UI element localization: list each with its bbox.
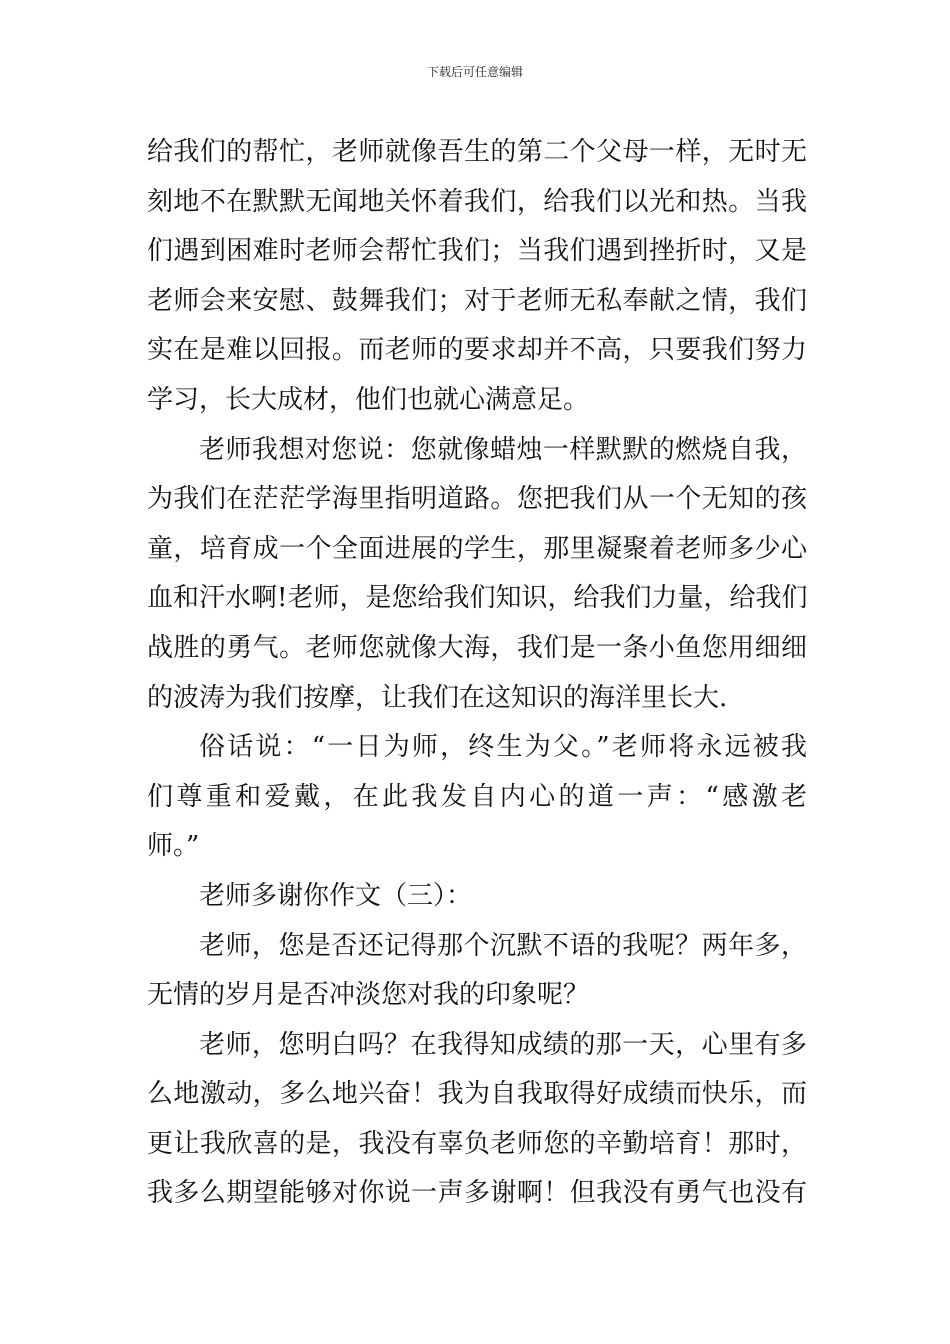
page-header: 下载后可任意编辑 [426, 65, 523, 79]
text-line: 血和汗水啊!老师，是您给我们知识，给我们力量，给我们 [147, 583, 808, 614]
text-line: 俗话说：“一日为师，终生为父。”老师将永远被我 [199, 732, 807, 763]
text-line: 老师，您明白吗？在我得知成绩的那一天，心里有多 [199, 1029, 807, 1060]
text-line: 们尊重和爱戴，在此我发自内心的道一声：“感激老 [147, 781, 807, 812]
text-line: 实在是难以回报。而老师的要求却并不高，只要我们努力 [147, 335, 807, 366]
text-line: 么地激动，多么地兴奋！我为自我取得好成绩而快乐，而 [147, 1079, 807, 1110]
text-line: 战胜的勇气。老师您就像大海，我们是一条小鱼您用细细 [147, 632, 807, 663]
text-line: 们遇到困难时老师会帮忙我们；当我们遇到挫折时，又是 [147, 236, 807, 267]
text-line: 为我们在茫茫学海里指明道路。您把我们从一个无知的孩 [147, 484, 807, 515]
heading-line: 老师多谢你作文（三）： [199, 880, 473, 911]
text-line: 刻地不在默默无闻地关怀着我们，给我们以光和热。当我 [147, 186, 807, 217]
paragraph-2 [147, 426, 807, 724]
text-line: 老师会来安慰、鼓舞我们；对于老师无私奉献之情，我们 [147, 285, 807, 316]
paragraph-3 [147, 723, 807, 872]
document-body [147, 128, 807, 1219]
text-line: 老师我想对您说：您就像蜡烛一样默默的燃烧自我， [199, 434, 807, 465]
text-line: 童，培育成一个全面进展的学生，那里凝聚着老师多少心 [147, 533, 807, 564]
text-line: 师。” [147, 831, 200, 862]
text-line: 更让我欣喜的是，我没有辜负老师您的辛勤培育！那时， [147, 1128, 807, 1159]
paragraph-5 [147, 1021, 807, 1219]
paragraph-1 [147, 128, 807, 426]
text-line: 无情的岁月是否冲淡您对我的印象呢？ [147, 980, 590, 1011]
text-line: 我多么期望能够对你说一声多谢啊！但我没有勇气也没有 [147, 1178, 807, 1209]
text-line: 给我们的帮忙，老师就像吾生的第二个父母一样，无时无 [147, 137, 807, 167]
text-line: 的波涛为我们按摩，让我们在这知识的海洋里长大. [147, 682, 728, 713]
text-line: 学习，长大成材，他们也就心满意足。 [147, 384, 590, 415]
section-heading [147, 872, 807, 922]
text-line: 老师，您是否还记得那个沉默不语的我呢？两年多， [199, 930, 807, 961]
paragraph-4 [147, 922, 807, 1021]
